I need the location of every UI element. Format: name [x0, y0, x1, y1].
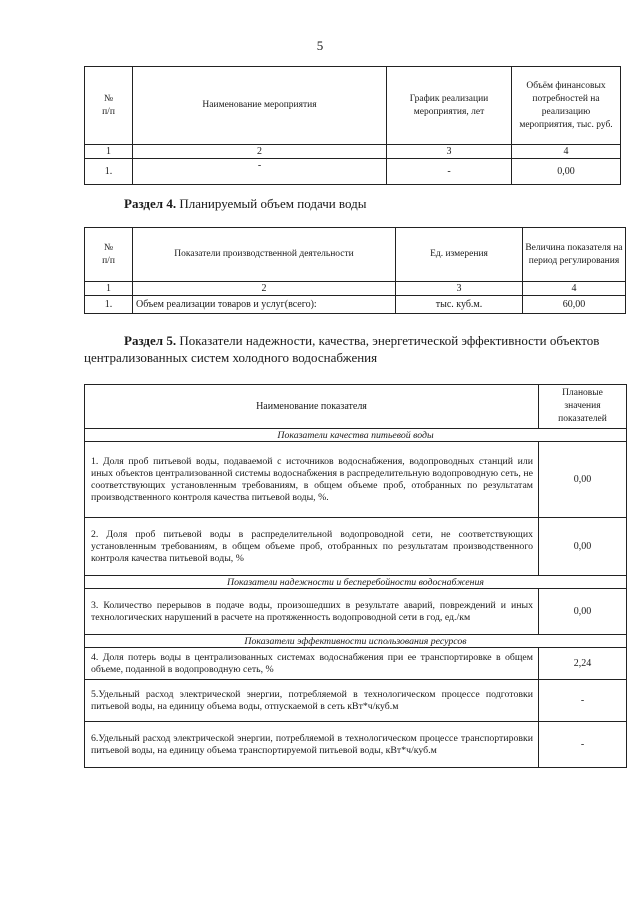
group-reliability: Показатели надежности и бесперебойности водоснабжения	[85, 576, 627, 589]
section-4-title: Планируемый объем подачи воды	[176, 196, 367, 211]
indicator-value: -	[539, 680, 627, 722]
section-4-heading	[124, 195, 366, 212]
water-supply-table	[84, 227, 626, 314]
col-number-3: 3	[396, 282, 523, 296]
indicator-value: 2,24	[539, 648, 627, 680]
indicator-value: 0,00	[539, 589, 627, 635]
indicator-text: 1. Доля проб питьевой воды, подаваемой с источников водоснабжения, водопроводных станций или иных объектов централизованной системы водоснабжения в распределительную водопроводную сеть, не соответствующих установленным требованиям, в общем объеме проб, отобранных по результатам производственного контроля качества питьевой воды, %.	[85, 442, 539, 518]
indicator-text: 6.Удельный расход электрической энергии, потребляемой в технологическом процессе транспортировки питьевой воды, на единицу объема транспортируемой питьевой воды, кВт*ч/куб.м	[85, 722, 539, 768]
row-financing: 0,00	[512, 159, 621, 185]
header-indicator-name: Наименование показателя	[85, 385, 539, 429]
row-unit: тыс. куб.м.	[396, 296, 523, 314]
row-number: 1.	[85, 159, 133, 185]
header-measure-name: Наименование мероприятия	[133, 67, 387, 145]
measures-table	[84, 66, 621, 185]
group-resource-efficiency: Показатели эффективности использования ресурсов	[85, 635, 627, 648]
section-5-label: Раздел 5.	[124, 333, 177, 348]
table-row	[85, 722, 627, 768]
table-row	[85, 159, 621, 185]
row-measure: -	[133, 159, 387, 185]
header-schedule: График реализации мероприятия, лет	[387, 67, 512, 145]
section-4-label: Раздел 4.	[124, 196, 177, 211]
table-row	[85, 518, 627, 576]
col-number-1: 1	[85, 145, 133, 159]
col-number-2: 2	[133, 282, 396, 296]
header-value: Величина показателя на период регулирования	[523, 228, 626, 282]
section-5-title: Показатели надежности, качества, энергетической эффективности объектов централизованных систем холодного водоснабжения	[84, 333, 600, 365]
indicators-table	[84, 384, 627, 768]
row-indicator: Объем реализации товаров и услуг(всего):	[133, 296, 396, 314]
table-row	[85, 589, 627, 635]
table-row	[85, 442, 627, 518]
col-number-4: 4	[512, 145, 621, 159]
indicator-value: 0,00	[539, 518, 627, 576]
section-5-heading	[84, 332, 628, 366]
group-water-quality: Показатели качества питьевой воды	[85, 429, 627, 442]
col-number-1: 1	[85, 282, 133, 296]
indicator-text: 4. Доля потерь воды в централизованных системах водоснабжения при ее транспортировке в общем объеме, поданной в водопроводную сеть, %	[85, 648, 539, 680]
header-number: № п/п	[85, 228, 133, 282]
table-row	[85, 648, 627, 680]
col-number-3: 3	[387, 145, 512, 159]
table-row	[85, 296, 626, 314]
row-number: 1.	[85, 296, 133, 314]
indicator-value: 0,00	[539, 442, 627, 518]
header-financing: Объём финансовых потребностей на реализацию мероприятия, тыс. руб.	[512, 67, 621, 145]
col-number-4: 4	[523, 282, 626, 296]
indicator-value: -	[539, 722, 627, 768]
header-indicators: Показатели производственной деятельности	[133, 228, 396, 282]
row-value: 60,00	[523, 296, 626, 314]
indicator-text: 3. Количество перерывов в подаче воды, произошедших в результате аварий, повреждений и иных технологических нарушений в расчете на протяженность водопроводной сети в год, ед./км	[85, 589, 539, 635]
col-number-2: 2	[133, 145, 387, 159]
page-number: 5	[316, 38, 324, 53]
indicator-text: 2. Доля проб питьевой воды в распределительной водопроводной сети, не соответствующих установленным требованиям, в общем объеме проб, отобранных по результатам производственного контроля качества питьевой воды, %	[85, 518, 539, 576]
indicator-text: 5.Удельный расход электрической энергии, потребляемой в технологическом процессе подготовки питьевой воды, на единицу объема воды, отпускаемой в сеть кВт*ч/куб.м	[85, 680, 539, 722]
header-planned-values: Плановые значения показателей	[539, 385, 627, 429]
table-row	[85, 680, 627, 722]
header-unit: Ед. измерения	[396, 228, 523, 282]
header-number: № п/п	[85, 67, 133, 145]
row-schedule: -	[387, 159, 512, 185]
